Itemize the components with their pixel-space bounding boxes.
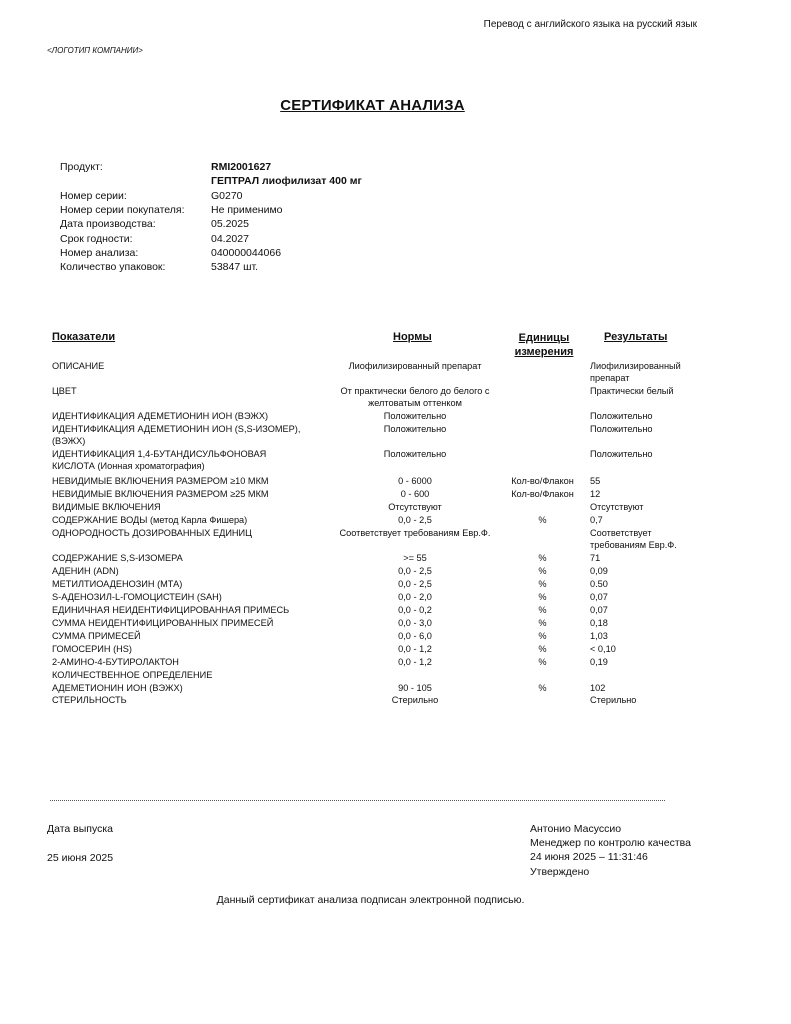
table-row-norm: 0,0 - 3,0 (398, 618, 432, 628)
table-row-indicator: ОДНОРОДНОСТЬ ДОЗИРОВАННЫХ ЕДИНИЦ (52, 528, 252, 538)
table-row-norm: Соответствует требованиям Евр.Ф. (339, 528, 491, 538)
electronic-signature-note: Данный сертификат анализа подписан электронной подписью. (216, 894, 525, 906)
table-row-indicator: СТЕРИЛЬНОСТЬ (52, 695, 127, 705)
table-row-unit: Кол-во/Флакон (511, 489, 574, 499)
table-row-unit: % (538, 515, 547, 525)
table-row-indicator: S-АДЕНОЗИЛ-L-ГОМОЦИСТЕИН (SAH) (52, 592, 222, 602)
table-row-unit: Кол-во/Флакон (511, 476, 574, 486)
table-row-result: 0,7 (590, 515, 603, 525)
company-logo-placeholder: <ЛОГОТИП КОМПАНИИ> (47, 46, 143, 55)
table-row-indicator: ЦВЕТ (52, 386, 77, 396)
table-row-unit: % (538, 618, 547, 628)
table-row-norm: 0 - 600 (400, 489, 430, 499)
manufacture-date-value: 05.2025 (211, 218, 249, 230)
table-row-unit: % (538, 657, 547, 667)
package-count-value: 53847 шт. (211, 261, 259, 273)
table-row-norm: 0,0 - 2,5 (398, 566, 432, 576)
table-row-unit: % (538, 683, 547, 693)
table-row-indicator: СОДЕРЖАНИЕ ВОДЫ (метод Карла Фишера) (52, 515, 248, 525)
table-row-indicator: НЕВИДИМЫЕ ВКЛЮЧЕНИЯ РАЗМЕРОМ ≥25 МКМ (52, 489, 269, 499)
product-code: RMI2001627 (211, 161, 272, 173)
translation-note: Перевод с английского языка на русский язык (483, 19, 697, 30)
table-row-result: Соответствует требованиям Евр.Ф. (590, 528, 677, 550)
product-name: ГЕПТРАЛ лиофилизат 400 мг (211, 175, 362, 187)
table-row-norm: Положительно (383, 411, 447, 421)
table-row-norm: Положительно (383, 449, 447, 459)
table-row-unit: % (538, 631, 547, 641)
header-indicators: Показатели (52, 331, 116, 343)
table-row-result: 0,09 (590, 566, 608, 576)
table-row-result: Стерильно (590, 695, 637, 705)
table-row-indicator: НЕВИДИМЫЕ ВКЛЮЧЕНИЯ РАЗМЕРОМ ≥10 МКМ (52, 476, 269, 486)
table-row-norm: Положительно (383, 424, 447, 434)
table-row-result: 1,03 (590, 631, 608, 641)
table-row-indicator: ЕДИНИЧНАЯ НЕИДЕНТИФИЦИРОВАННАЯ ПРИМЕСЬ (52, 605, 290, 615)
table-row-unit: % (538, 644, 547, 654)
table-row-norm: 0,0 - 6,0 (398, 631, 432, 641)
header-results: Результаты (604, 331, 668, 343)
table-row-result: Отсутствуют (590, 502, 644, 512)
table-row-result: Лиофилизированный препарат (590, 361, 681, 383)
table-row-norm: 0,0 - 2,5 (398, 515, 432, 525)
manufacture-date-label: Дата производства: (60, 218, 156, 230)
table-row-unit: % (538, 553, 547, 563)
table-row-result: 0.50 (590, 579, 608, 589)
table-row-unit: % (538, 579, 547, 589)
table-row-result: Положительно (590, 424, 653, 434)
analysis-number-label: Номер анализа: (60, 247, 139, 259)
header-norms: Нормы (393, 331, 432, 343)
table-row-norm: 0,0 - 1,2 (398, 644, 432, 654)
table-row-indicator: ИДЕНТИФИКАЦИЯ АДЕМЕТИОНИН ИОН (S,S-ИЗОМЕР), (ВЭЖХ) (52, 424, 301, 446)
table-row-indicator: АДЕНИН (ADN) (52, 566, 119, 576)
table-row-indicator: СОДЕРЖАНИЕ S,S-ИЗОМЕРА (52, 553, 183, 563)
expiry-label: Срок годности: (60, 233, 133, 245)
table-row-unit: % (538, 592, 547, 602)
table-row-result: Положительно (590, 411, 653, 421)
table-row-norm: >= 55 (403, 553, 427, 563)
analysis-number-value: 040000044066 (211, 247, 282, 259)
customer-batch-label: Номер серии покупателя: (60, 204, 185, 216)
table-row-norm: 0,0 - 2,0 (398, 592, 432, 602)
table-row-result: 0,19 (590, 657, 608, 667)
product-label: Продукт: (60, 161, 103, 173)
table-row-result: 12 (590, 489, 601, 499)
table-row-result: 0,07 (590, 592, 608, 602)
header-units: Единицы измерения (514, 332, 574, 358)
table-row-indicator: ИДЕНТИФИКАЦИЯ АДЕМЕТИОНИН ИОН (ВЭЖХ) (52, 411, 269, 421)
table-row-norm: 90 - 105 (398, 683, 432, 693)
table-row-result: < 0,10 (590, 644, 616, 654)
table-row-result: Положительно (590, 449, 653, 459)
table-row-indicator: СУММА ПРИМЕСЕЙ (52, 631, 141, 641)
signer-role: Менеджер по контролю качества (530, 837, 691, 849)
table-row-unit: % (538, 566, 547, 576)
table-row-norm: Лиофилизированный препарат (348, 361, 482, 371)
table-row-result: 0,07 (590, 605, 608, 615)
release-date-value: 25 июня 2025 (47, 852, 114, 864)
table-row-result: 102 (590, 683, 606, 693)
table-row-norm: 0,0 - 2,5 (398, 579, 432, 589)
table-row-result: 0,18 (590, 618, 608, 628)
table-row-norm: Отсутствуют (388, 502, 442, 512)
table-row-indicator: 2-АМИНО-4-БУТИРОЛАКТОН (52, 657, 179, 667)
dotted-divider (50, 800, 665, 801)
table-row-indicator: АДЕМЕТИОНИН ИОН (ВЭЖХ) (52, 683, 183, 693)
table-row-result: Практически белый (590, 386, 674, 396)
batch-value: G0270 (211, 190, 243, 202)
package-count-label: Количество упаковок: (60, 261, 166, 273)
table-row-indicator: ОПИСАНИЕ (52, 361, 105, 371)
table-row-norm: 0,0 - 0,2 (398, 605, 432, 615)
approval-status: Утверждено (530, 866, 590, 878)
release-date-label: Дата выпуска (47, 823, 114, 835)
table-row-indicator: СУММА НЕИДЕНТИФИЦИРОВАННЫХ ПРИМЕСЕЙ (52, 618, 274, 628)
table-row-norm: 0 - 6000 (398, 476, 432, 486)
document-title: СЕРТИФИКАТ АНАЛИЗА (280, 97, 465, 114)
signer-name: Антонио Масуссио (530, 823, 622, 835)
table-row-indicator: КОЛИЧЕСТВЕННОЕ ОПРЕДЕЛЕНИЕ (52, 670, 213, 680)
table-row-result: 55 (590, 476, 601, 486)
table-row-norm: Стерильно (391, 695, 439, 705)
table-row-indicator: ВИДИМЫЕ ВКЛЮЧЕНИЯ (52, 502, 161, 512)
table-row-result: 71 (590, 553, 601, 563)
customer-batch-value: Не применимо (211, 204, 283, 216)
table-row-unit: % (538, 605, 547, 615)
table-row-norm: 0,0 - 1,2 (398, 657, 432, 667)
table-row-indicator: ИДЕНТИФИКАЦИЯ 1,4-БУТАНДИСУЛЬФОНОВАЯ КИСЛОТА (Ионная хроматография) (52, 449, 267, 471)
expiry-value: 04.2027 (211, 233, 249, 245)
table-row-norm: От практически белого до белого с желтоватым оттенком (340, 386, 490, 408)
batch-label: Номер серии: (60, 190, 127, 202)
table-row-indicator: ГОМОСЕРИН (HS) (52, 644, 132, 654)
signature-timestamp: 24 июня 2025 – 11:31:46 (530, 851, 648, 863)
table-row-indicator: МЕТИЛТИОАДЕНОЗИН (МТА) (52, 579, 183, 589)
